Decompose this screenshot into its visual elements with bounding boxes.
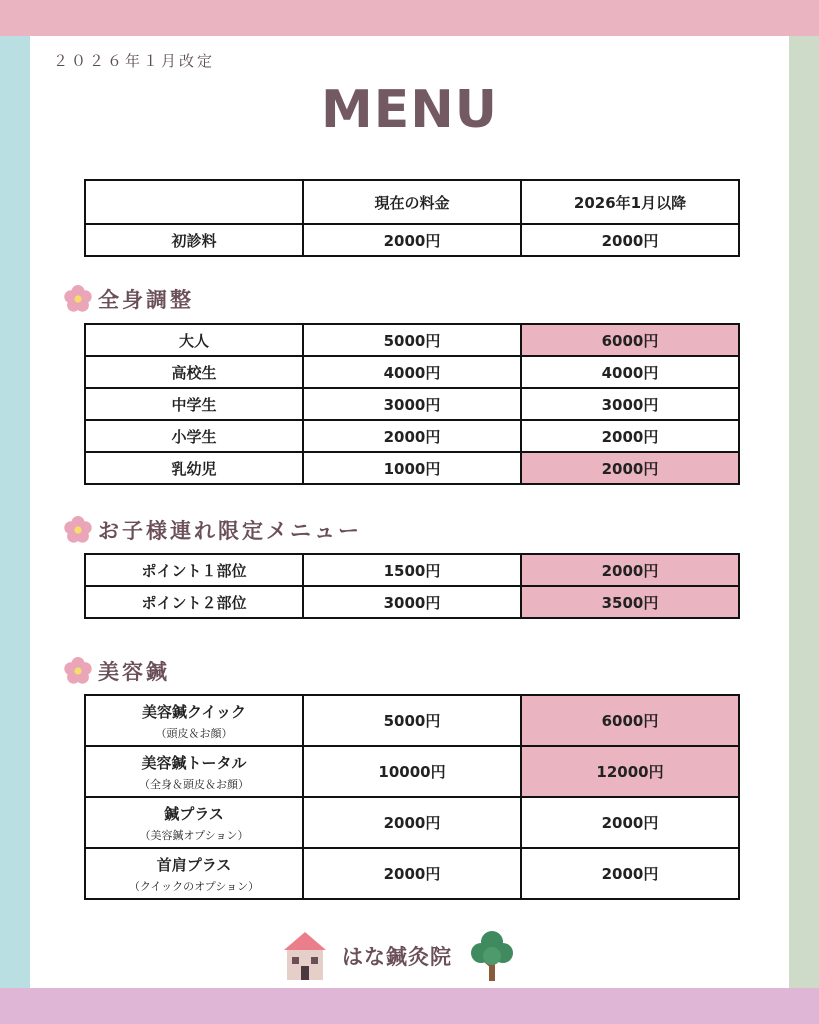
flower-icon [62, 655, 94, 687]
first-visit-table [84, 179, 740, 257]
table-row [85, 388, 739, 420]
table-row [85, 586, 739, 618]
table-row [85, 356, 739, 388]
row-new-price: 2000円 [521, 554, 739, 586]
table-row [85, 420, 739, 452]
table-row [85, 746, 739, 797]
row-current-price: 5000円 [303, 324, 521, 356]
house-icon [282, 930, 328, 982]
row-new-price: 2000円 [521, 420, 739, 452]
row-label-cell [85, 695, 303, 746]
row-sublabel: （クイックのオプション） [128, 879, 260, 893]
clinic-name: はな鍼灸院 [342, 945, 452, 969]
section-title: お子様連れ限定メニュー [98, 519, 362, 543]
row-new-price: 2000円 [521, 848, 739, 899]
table-row [85, 224, 739, 256]
kids-menu-table [84, 553, 740, 619]
table-header-row [85, 180, 739, 224]
row-new-price: 2000円 [521, 452, 739, 484]
table-row [85, 797, 739, 848]
table-row [85, 452, 739, 484]
row-label: 鍼プラス [164, 804, 224, 823]
row-new-price: 2000円 [521, 224, 739, 256]
row-label: 美容鍼クイック [142, 702, 246, 721]
row-label-cell [85, 797, 303, 848]
row-current-price: 2000円 [303, 224, 521, 256]
row-label-cell [85, 848, 303, 899]
row-label: ポイント１部位 [85, 554, 303, 586]
row-label: ポイント２部位 [85, 586, 303, 618]
row-current-price: 1000円 [303, 452, 521, 484]
row-current-price: 10000円 [303, 746, 521, 797]
flower-icon [62, 514, 94, 546]
row-label: 美容鍼トータル [141, 753, 247, 772]
table-row [85, 324, 739, 356]
header-empty [85, 180, 303, 224]
row-current-price: 1500円 [303, 554, 521, 586]
row-new-price: 4000円 [521, 356, 739, 388]
row-new-price: 2000円 [521, 797, 739, 848]
revision-note: ２０２６年１月改定 [53, 52, 216, 70]
row-sublabel: （美容鍼オプション） [139, 828, 249, 842]
frame-right-band [789, 36, 819, 988]
table-row [85, 695, 739, 746]
section-title: 全身調整 [98, 288, 194, 312]
row-current-price: 2000円 [303, 797, 521, 848]
section-heading-whole-body [62, 282, 194, 316]
row-label: 小学生 [85, 420, 303, 452]
section-heading-beauty-acupuncture [62, 654, 170, 688]
row-current-price: 5000円 [303, 695, 521, 746]
row-new-price: 6000円 [521, 324, 739, 356]
row-sublabel: （頭皮＆お顔） [155, 726, 233, 740]
row-label: 初診料 [85, 224, 303, 256]
frame-left-band [0, 36, 30, 988]
row-new-price: 6000円 [521, 695, 739, 746]
beauty-acupuncture-table [84, 694, 740, 900]
frame-bottom-band [0, 988, 819, 1024]
row-new-price: 12000円 [521, 746, 739, 797]
whole-body-table [84, 323, 740, 485]
header-new-price: 2026年1月以降 [521, 180, 739, 224]
row-label: 大人 [85, 324, 303, 356]
row-label: 中学生 [85, 388, 303, 420]
row-label: 乳幼児 [85, 452, 303, 484]
tree-icon [470, 929, 514, 983]
row-current-price: 4000円 [303, 356, 521, 388]
header-current-price: 現在の料金 [303, 180, 521, 224]
footer-logo [282, 928, 514, 984]
section-title: 美容鍼 [98, 660, 170, 684]
frame-top-band [0, 0, 819, 36]
row-label: 首肩プラス [156, 855, 232, 874]
flower-icon [62, 283, 94, 315]
page-title: MENU [320, 80, 498, 140]
section-heading-kids-menu [62, 513, 362, 547]
table-row [85, 848, 739, 899]
row-label-cell [85, 746, 303, 797]
row-current-price: 2000円 [303, 848, 521, 899]
row-current-price: 3000円 [303, 388, 521, 420]
row-new-price: 3500円 [521, 586, 739, 618]
row-new-price: 3000円 [521, 388, 739, 420]
row-current-price: 3000円 [303, 586, 521, 618]
row-current-price: 2000円 [303, 420, 521, 452]
table-row [85, 554, 739, 586]
row-label: 高校生 [85, 356, 303, 388]
row-sublabel: （全身＆頭皮＆お顔） [139, 777, 249, 791]
